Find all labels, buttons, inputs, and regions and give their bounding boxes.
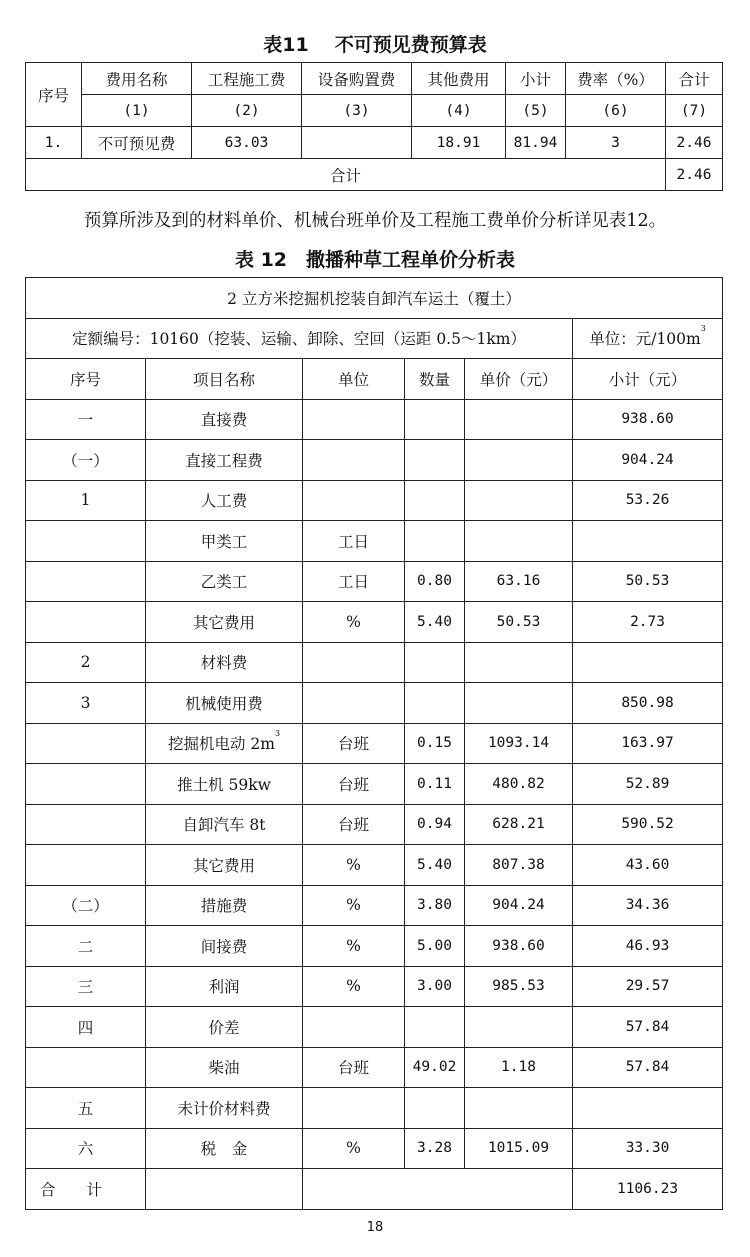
t12-cell-unit: 台班 <box>303 1047 405 1088</box>
t11-cell-construction: 63.03 <box>192 127 302 159</box>
t12-cell-subtotal: 46.93 <box>573 926 723 967</box>
t12-cell-unit <box>303 440 405 481</box>
t12-unit <box>573 318 723 359</box>
t12-header-price: 单价（元） <box>465 359 573 400</box>
t11-cell-rate: 3 <box>566 127 666 159</box>
t12-cell-price <box>465 1088 573 1129</box>
t12-cell-unit <box>303 642 405 683</box>
t12-cell-unit: 台班 <box>303 804 405 845</box>
table11-title-number: 表11 <box>263 34 309 56</box>
table-row <box>26 683 723 724</box>
t12-cell-no <box>26 764 146 805</box>
t12-quota: 定额编号：10160（挖装、运输、卸除、空回（运距 0.5～1km） <box>26 318 573 359</box>
t12-cell-no: 三 <box>26 966 146 1007</box>
table-row <box>26 1047 723 1088</box>
t12-cell-subtotal <box>573 1088 723 1129</box>
table11-title <box>0 30 750 57</box>
t11-cell-equipment <box>302 127 412 159</box>
t12-cell-subtotal: 163.97 <box>573 723 723 764</box>
t12-cell-price <box>465 683 573 724</box>
table-row <box>26 1169 723 1210</box>
t12-cell-unit: % <box>303 926 405 967</box>
t12-cell-price: 1015.09 <box>465 1128 573 1169</box>
table-row <box>26 642 723 683</box>
t12-cell-no <box>26 602 146 643</box>
t12-cell-no: 六 <box>26 1128 146 1169</box>
t12-cell-name: 未计价材料费 <box>146 1088 303 1129</box>
t12-cell-subtotal: 52.89 <box>573 764 723 805</box>
t12-header-subtotal: 小计（元） <box>573 359 723 400</box>
t11-subheader: (7) <box>666 95 723 127</box>
t12-cell-no: （一） <box>26 440 146 481</box>
t12-cell-subtotal: 29.57 <box>573 966 723 1007</box>
t12-cell-subtotal: 2.73 <box>573 602 723 643</box>
t11-header-name: 费用名称 <box>82 63 192 95</box>
table-row <box>26 399 723 440</box>
t12-cell-name: 甲类工 <box>146 521 303 562</box>
t12-total-value: 1106.23 <box>573 1169 723 1210</box>
t12-cell-qty <box>405 521 465 562</box>
table-row <box>26 480 723 521</box>
table-row <box>26 804 723 845</box>
t12-cell-qty <box>405 1007 465 1048</box>
t12-cell-name: 自卸汽车 8t <box>146 804 303 845</box>
t11-total-value: 2.46 <box>666 159 723 191</box>
t12-cell-qty: 49.02 <box>405 1047 465 1088</box>
t12-cell-unit: % <box>303 1128 405 1169</box>
t12-total-empty <box>303 1169 573 1210</box>
t12-cell-name: 机械使用费 <box>146 683 303 724</box>
t11-cell-total: 2.46 <box>666 127 723 159</box>
t12-cell-subtotal: 50.53 <box>573 561 723 602</box>
t12-cell-qty: 0.11 <box>405 764 465 805</box>
t12-cell-subtotal: 43.60 <box>573 845 723 886</box>
t12-cell-no <box>26 561 146 602</box>
table-row <box>26 159 723 191</box>
t12-cell-no: 1 <box>26 480 146 521</box>
t11-header-construction: 工程施工费 <box>192 63 302 95</box>
t12-cell-name: 乙类工 <box>146 561 303 602</box>
t12-cell-price: 480.82 <box>465 764 573 805</box>
t12-cell-no <box>26 804 146 845</box>
t11-header-no: 序号 <box>26 63 82 127</box>
t12-cell-no <box>26 723 146 764</box>
t11-subheader: (2) <box>192 95 302 127</box>
t12-cell-name: 材料费 <box>146 642 303 683</box>
table-row <box>26 926 723 967</box>
t12-cell-unit <box>303 1007 405 1048</box>
t12-cell-price: 938.60 <box>465 926 573 967</box>
t11-subheader: (1) <box>82 95 192 127</box>
t12-cell-subtotal <box>573 521 723 562</box>
t12-cell-unit: 工日 <box>303 521 405 562</box>
t12-cell-subtotal: 33.30 <box>573 1128 723 1169</box>
table-row <box>26 885 723 926</box>
t12-cell-price <box>465 521 573 562</box>
table-row <box>26 764 723 805</box>
t12-cell-price: 50.53 <box>465 602 573 643</box>
t11-header-rate: 费率（%） <box>566 63 666 95</box>
t11-subheader: (4) <box>412 95 506 127</box>
t12-cell-price: 985.53 <box>465 966 573 1007</box>
t11-cell-no: 1. <box>26 127 82 159</box>
t11-header-equipment: 设备购置费 <box>302 63 412 95</box>
t12-header-no: 序号 <box>26 359 146 400</box>
t12-cell-unit: % <box>303 966 405 1007</box>
page-number: 18 <box>366 1220 384 1235</box>
t11-header-subtotal: 小计 <box>506 63 566 95</box>
t12-cell-no: （二） <box>26 885 146 926</box>
t12-cell-qty: 3.80 <box>405 885 465 926</box>
t12-cell-subtotal <box>573 642 723 683</box>
t12-cell-subtotal: 57.84 <box>573 1047 723 1088</box>
t12-cell-qty: 5.00 <box>405 926 465 967</box>
table-row <box>26 966 723 1007</box>
t12-cell-name-sup: 3 <box>274 729 281 739</box>
t12-cell-no: 2 <box>26 642 146 683</box>
table12 <box>25 277 723 1210</box>
t12-cell-qty <box>405 440 465 481</box>
t12-cell-price: 1.18 <box>465 1047 573 1088</box>
table-row <box>26 440 723 481</box>
t12-cell-qty <box>405 399 465 440</box>
t11-subheader: (5) <box>506 95 566 127</box>
t11-header-other: 其他费用 <box>412 63 506 95</box>
t12-total-empty <box>146 1169 303 1210</box>
t12-cell-name: 直接费 <box>146 399 303 440</box>
t12-cell-price <box>465 399 573 440</box>
t12-cell-qty: 5.40 <box>405 845 465 886</box>
t12-cell-name: 税 金 <box>146 1128 303 1169</box>
table-row <box>26 561 723 602</box>
t12-cell-unit: 工日 <box>303 561 405 602</box>
t11-cell-subtotal: 81.94 <box>506 127 566 159</box>
t12-cell-unit <box>303 1088 405 1129</box>
table11 <box>25 62 723 191</box>
t12-unit-label: 单位：元/100m <box>589 330 701 349</box>
t12-cell-subtotal: 53.26 <box>573 480 723 521</box>
t12-cell-price: 1093.14 <box>465 723 573 764</box>
t12-header-name: 项目名称 <box>146 359 303 400</box>
t12-cell-unit <box>303 683 405 724</box>
t12-cell-name: 其它费用 <box>146 845 303 886</box>
t12-cell-subtotal: 904.24 <box>573 440 723 481</box>
t12-cell-subtotal: 938.60 <box>573 399 723 440</box>
t12-cell-name: 人工费 <box>146 480 303 521</box>
table-row <box>26 602 723 643</box>
t12-cell-unit <box>303 399 405 440</box>
table11-title-text: 不可预见费预算表 <box>334 34 487 56</box>
t12-cell-name <box>146 723 303 764</box>
t12-cell-unit <box>303 480 405 521</box>
t12-cell-qty <box>405 683 465 724</box>
t12-cell-price <box>465 642 573 683</box>
t12-cell-no: 五 <box>26 1088 146 1129</box>
t12-cell-price <box>465 480 573 521</box>
table-row <box>26 521 723 562</box>
t12-cell-price: 807.38 <box>465 845 573 886</box>
t12-body <box>26 399 723 1169</box>
t12-cell-qty: 0.80 <box>405 561 465 602</box>
t11-subheader: (3) <box>302 95 412 127</box>
t11-total-label: 合计 <box>26 159 666 191</box>
t12-cell-name: 直接工程费 <box>146 440 303 481</box>
t12-total-label: 合 计 <box>26 1169 146 1210</box>
t12-caption: 2 立方米挖掘机挖装自卸汽车运土（覆土） <box>26 278 723 319</box>
t11-subheader: (6) <box>566 95 666 127</box>
table-row <box>26 1128 723 1169</box>
t12-cell-name: 推土机 59kw <box>146 764 303 805</box>
t12-cell-name: 利润 <box>146 966 303 1007</box>
t12-cell-qty: 5.40 <box>405 602 465 643</box>
t12-cell-subtotal: 57.84 <box>573 1007 723 1048</box>
t12-cell-name: 柴油 <box>146 1047 303 1088</box>
t12-cell-qty <box>405 480 465 521</box>
t12-cell-no <box>26 1047 146 1088</box>
table-row <box>26 1007 723 1048</box>
t12-cell-name: 措施费 <box>146 885 303 926</box>
t12-cell-no: 一 <box>26 399 146 440</box>
t12-header-unit: 单位 <box>303 359 405 400</box>
t11-cell-other: 18.91 <box>412 127 506 159</box>
note-paragraph: 预算所涉及到的材料单价、机械台班单价及工程施工费单价分析详见表12。 <box>83 211 667 231</box>
table-row <box>26 127 723 159</box>
t12-cell-no <box>26 845 146 886</box>
t12-cell-qty: 3.00 <box>405 966 465 1007</box>
t12-cell-qty <box>405 1088 465 1129</box>
t12-cell-unit: % <box>303 602 405 643</box>
t12-cell-name-text: 挖掘机电动 2m <box>167 735 275 754</box>
t12-cell-name: 间接费 <box>146 926 303 967</box>
t12-cell-price: 63.16 <box>465 561 573 602</box>
table-row <box>26 723 723 764</box>
t12-cell-unit: 台班 <box>303 764 405 805</box>
table-row <box>26 1088 723 1129</box>
t12-cell-qty: 0.15 <box>405 723 465 764</box>
table-row <box>26 845 723 886</box>
t12-cell-subtotal: 34.36 <box>573 885 723 926</box>
t12-cell-no <box>26 521 146 562</box>
t12-cell-unit: % <box>303 885 405 926</box>
t12-cell-name: 价差 <box>146 1007 303 1048</box>
t12-cell-subtotal: 850.98 <box>573 683 723 724</box>
t12-cell-unit: % <box>303 845 405 886</box>
t12-cell-subtotal: 590.52 <box>573 804 723 845</box>
t12-cell-unit: 台班 <box>303 723 405 764</box>
t11-cell-name: 不可预见费 <box>82 127 192 159</box>
t12-cell-price: 904.24 <box>465 885 573 926</box>
t12-cell-price <box>465 440 573 481</box>
table12-title: 表 12 撒播种草工程单价分析表 <box>234 249 516 271</box>
t11-header-total: 合计 <box>666 63 723 95</box>
t12-cell-price: 628.21 <box>465 804 573 845</box>
t12-unit-sup: 3 <box>700 324 706 334</box>
t12-cell-no: 四 <box>26 1007 146 1048</box>
t12-cell-no: 二 <box>26 926 146 967</box>
t12-cell-no: 3 <box>26 683 146 724</box>
t12-cell-price <box>465 1007 573 1048</box>
t12-cell-name: 其它费用 <box>146 602 303 643</box>
t12-cell-qty: 3.28 <box>405 1128 465 1169</box>
t12-header-qty: 数量 <box>405 359 465 400</box>
t12-cell-qty <box>405 642 465 683</box>
t12-cell-qty: 0.94 <box>405 804 465 845</box>
